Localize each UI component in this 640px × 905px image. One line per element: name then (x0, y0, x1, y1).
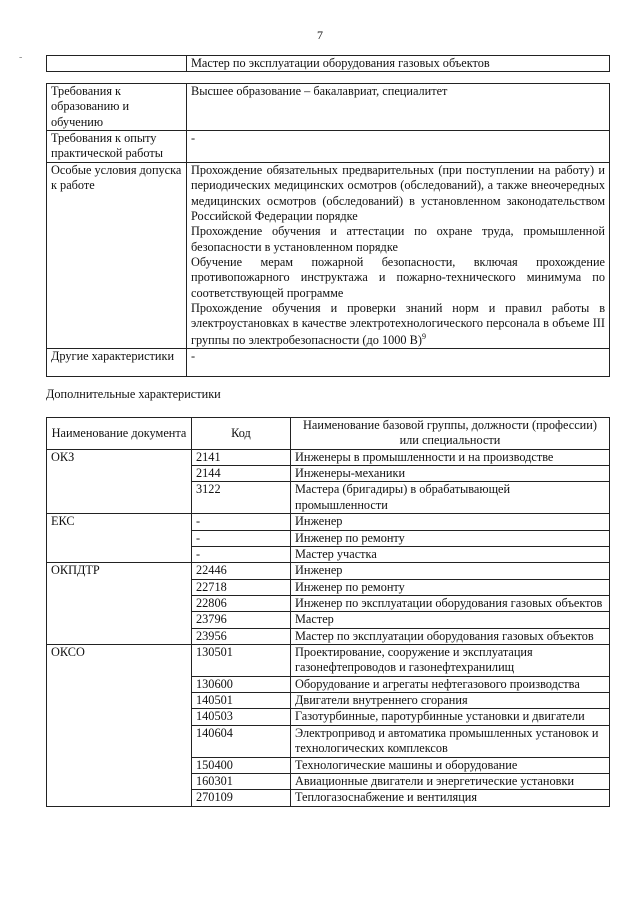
code-cell: 270109 (192, 790, 291, 806)
occupation-name-cell: Инженер по ремонту (291, 579, 610, 595)
occupation-name-cell: Инженер (291, 563, 610, 579)
code-cell: 23956 (192, 628, 291, 644)
code-cell: 130600 (192, 676, 291, 692)
occupation-name-cell: Инженер по эксплуатации оборудования газовых объектов (291, 595, 610, 611)
code-cell: - (192, 514, 291, 530)
req-education-label: Требования к образованию и обучению (47, 84, 187, 131)
occupation-name-cell: Инженеры в промышленности и на производстве (291, 449, 610, 465)
title-blank-cell (47, 56, 187, 72)
code-cell: 3122 (192, 482, 291, 514)
occupation-name-cell: Инженер по ремонту (291, 530, 610, 546)
document-name-cell: ОКПДТР (47, 563, 192, 645)
document-name-cell: ОКСО (47, 645, 192, 807)
table-row (47, 514, 610, 530)
occupation-name-cell: Мастер (291, 612, 610, 628)
req-education-value: Высшее образование – бакалавриат, специалитет (187, 84, 610, 131)
condition-line: Прохождение обязательных предварительных (при поступлении на работу) и периодических медицинских осмотров (обследований), а также внеочередных медицинских осмотров (обследований) в установленном законодательством Российской Федерации порядке (191, 162, 605, 223)
col-header-code: Код (192, 418, 291, 450)
occupation-name-cell: Инженер (291, 514, 610, 530)
footnote-marker: 9 (421, 331, 426, 341)
additional-table (46, 417, 610, 807)
occupation-name-cell: Двигатели внутреннего сгорания (291, 693, 610, 709)
occupation-name-cell: Авиационные двигатели и энергетические установки (291, 773, 610, 789)
side-mark: - (19, 52, 23, 63)
page-number: 7 (317, 28, 323, 42)
occupation-name-cell: Мастера (бригадиры) в обрабатывающей промышленности (291, 482, 610, 514)
table-row (47, 645, 610, 677)
code-cell: 22806 (192, 595, 291, 611)
req-special-conditions-label: Особые условия допуска к работе (47, 162, 187, 348)
code-cell: 130501 (192, 645, 291, 677)
code-cell: 22446 (192, 563, 291, 579)
req-other-value: - (187, 349, 610, 377)
code-cell: 2144 (192, 466, 291, 482)
occupation-name-cell: Электропривод и автоматика промышленных установок и технологических комплексов (291, 725, 610, 757)
title-table (46, 55, 610, 72)
code-cell: 140503 (192, 709, 291, 725)
document-name-cell: ОКЗ (47, 449, 192, 513)
additional-heading: Дополнительные характеристики (46, 387, 221, 401)
condition-line (191, 301, 605, 348)
occupation-name-cell: Инженеры-механики (291, 466, 610, 482)
occupation-name-cell: Газотурбинные, паротурбинные установки и двигатели (291, 709, 610, 725)
code-cell: 23796 (192, 612, 291, 628)
condition-line-text: Прохождение обучения и проверки знаний норм и правил работы в электроустановках в качестве электротехнологического персонала в объеме III группы по электробезопасности (до 1000 В) (191, 301, 605, 347)
occupation-name-cell: Оборудование и агрегаты нефтегазового производства (291, 676, 610, 692)
condition-line: Обучение мерам пожарной безопасности, включая прохождение противопожарного инструктажа и пожарно-технического минимума по соответствующей программе (191, 254, 605, 300)
req-experience-value: - (187, 131, 610, 163)
col-header-document: Наименование документа (47, 418, 192, 450)
code-cell: 150400 (192, 757, 291, 773)
code-cell: 160301 (192, 773, 291, 789)
req-experience-label: Требования к опыту практической работы (47, 131, 187, 163)
code-cell: - (192, 546, 291, 562)
table-row (47, 563, 610, 579)
req-special-conditions-value (187, 162, 610, 348)
col-header-name: Наименование базовой группы, должности (профессии) или специальности (291, 418, 610, 450)
code-cell: 2141 (192, 449, 291, 465)
code-cell: - (192, 530, 291, 546)
requirements-table (46, 83, 610, 377)
occupation-name-cell: Мастер участка (291, 546, 610, 562)
table-row (47, 449, 610, 465)
req-other-label: Другие характеристики (47, 349, 187, 377)
condition-line: Прохождение обучения и аттестации по охране труда, промышленной безопасности в установленном порядке (191, 224, 605, 254)
occupation-name-cell: Мастер по эксплуатации оборудования газовых объектов (291, 628, 610, 644)
code-cell: 22718 (192, 579, 291, 595)
occupation-name-cell: Технологические машины и оборудование (291, 757, 610, 773)
occupation-name-cell: Теплогазоснабжение и вентиляция (291, 790, 610, 806)
occupation-name-cell: Проектирование, сооружение и эксплуатация газонефтепроводов и газонефтехранилищ (291, 645, 610, 677)
position-title: Мастер по эксплуатации оборудования газовых объектов (187, 56, 610, 72)
code-cell: 140604 (192, 725, 291, 757)
document-name-cell: ЕКС (47, 514, 192, 563)
code-cell: 140501 (192, 693, 291, 709)
